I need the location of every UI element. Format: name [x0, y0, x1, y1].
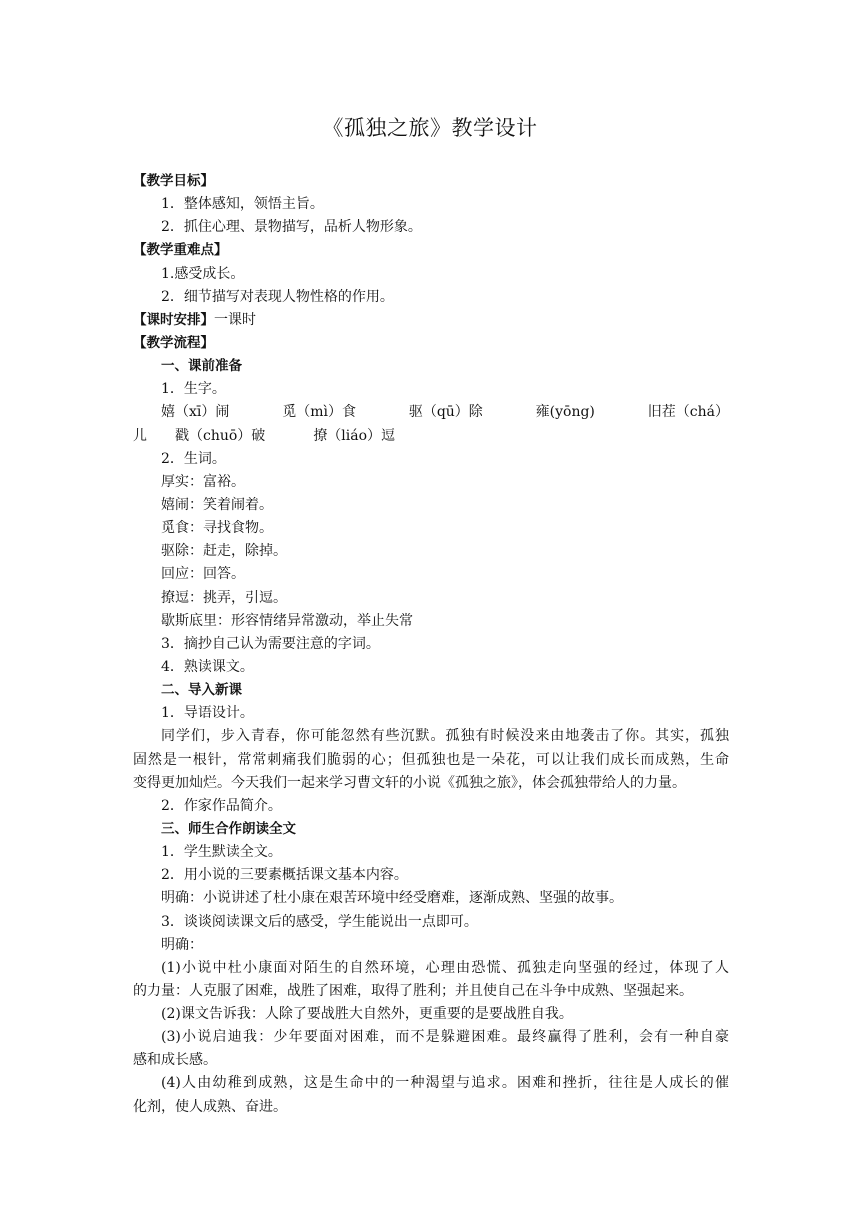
pinyin-row	[133, 401, 729, 424]
clarification: 明确：小说讲述了杜小康在艰苦环境中经受磨难，逐渐成熟、坚强的故事。	[161, 890, 623, 907]
part3-step: 2．用小说的三要素概括课文基本内容。	[161, 867, 408, 884]
pinyin-word: 儿	[133, 427, 147, 444]
point-line: (3)小说启迪我：少年要面对困难，而不是躲避困难。最终赢得了胜利，会有一种自豪	[161, 1029, 729, 1046]
word-definition: 回应：回答。	[161, 566, 245, 583]
part3-step: 1．学生默读全文。	[161, 844, 282, 861]
part3-step: 3．谈谈阅读课文后的感受，学生能说出一点即可。	[161, 913, 478, 930]
part1-step: 2．生词。	[161, 450, 226, 467]
part3-heading: 三、师生合作朗读全文	[161, 820, 296, 837]
pinyin-row	[133, 425, 729, 448]
goal-item: 1．整体感知，领悟主旨。	[161, 196, 324, 213]
word-definition: 歇斯底里：形容情绪异常激动，举止失常	[161, 612, 413, 629]
pinyin-word: 旧茬（chá）	[647, 404, 729, 421]
goal-item: 2．抓住心理、景物描写，品析人物形象。	[161, 219, 422, 236]
part2-step: 2．作家作品简介。	[161, 797, 282, 814]
point-line: (1)小说中杜小康面对陌生的自然环境，心理由恐慌、孤独走向坚强的经过，体现了人	[161, 959, 729, 976]
process-heading: 【教学流程】	[133, 334, 214, 351]
document-title: 《孤独之旅》教学设计	[322, 116, 538, 140]
document-body	[133, 170, 729, 1119]
pinyin-word: 觅（mì）食	[282, 404, 356, 421]
point-line: (4)人由幼稚到成熟，这是生命中的一种渴望与追求。困难和挫折，往往是人成长的催	[161, 1075, 729, 1092]
intro-paragraph-line: 同学们，步入青春，你可能忽然有些沉默。孤独有时候没来由地袭击了你。其实，孤独	[161, 728, 729, 745]
part1-step: 3．摘抄自己认为需要注意的字词。	[161, 635, 380, 652]
part1-step: 4．熟读课文。	[161, 658, 254, 675]
pinyin-word: 戳（chuō）破	[175, 427, 266, 444]
clarification: 明确：	[161, 936, 203, 953]
point-line: (2)课文告诉我：人除了要战胜大自然外，更重要的是要战胜自我。	[161, 1006, 573, 1023]
word-definition: 撩逗：挑弄，引逗。	[161, 589, 287, 606]
key-points-heading: 【教学重难点】	[133, 242, 228, 259]
schedule-value: 一课时	[214, 311, 256, 328]
word-definition: 觅食：寻找食物。	[161, 520, 273, 537]
point-line: 化剂，使人成熟、奋进。	[133, 1098, 287, 1115]
word-definition: 嬉闹：笑着闹着。	[161, 496, 273, 513]
word-definition: 驱除：赶走，除掉。	[161, 543, 287, 560]
goals-heading: 【教学目标】	[133, 173, 214, 189]
schedule-heading: 【课时安排】	[133, 311, 214, 328]
part2-heading: 二、导入新课	[161, 682, 242, 699]
part2-step: 1．导语设计。	[161, 705, 254, 722]
point-line: 感和成长感。	[133, 1052, 217, 1069]
pinyin-word: 撩（liáo）逗	[313, 427, 396, 444]
intro-paragraph-line: 固然是一根针，常常刺痛我们脆弱的心；但孤独也是一朵花，可以让我们成长而成熟，生命	[133, 751, 729, 768]
key-point-item: 1.感受成长。	[161, 265, 245, 282]
point-line: 的力量：人克服了困难，战胜了困难，取得了胜利；并且使自己在斗争中成熟、坚强起来。	[133, 982, 693, 999]
pinyin-word: 驱（qū）除	[408, 404, 483, 421]
part1-step: 1．生字。	[161, 381, 226, 398]
part1-heading: 一、课前准备	[161, 358, 242, 375]
intro-paragraph-line: 变得更加灿烂。今天我们一起来学习曹文轩的小说《孤独之旅》，体会孤独带给人的力量。	[133, 774, 686, 791]
schedule-line	[133, 309, 729, 332]
key-point-item: 2．细节描写对表现人物性格的作用。	[161, 288, 394, 305]
pinyin-word: 雍(yōng)	[535, 404, 595, 421]
word-definition: 厚实：富裕。	[161, 473, 245, 490]
pinyin-word: 嬉（xī）闹	[161, 404, 230, 421]
